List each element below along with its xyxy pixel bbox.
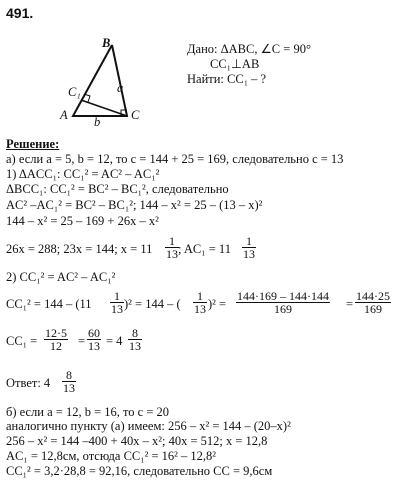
part-a-line-9-b: = (78, 334, 86, 348)
answer-a: Ответ: 4 (6, 376, 51, 390)
vertex-B-label: B (102, 36, 111, 50)
part-b-line-3: 256 – x² = 144 –400 + 40x – x²; 40x = 512; x = 12,8 (6, 434, 268, 448)
part-a-line-6: 26x = 288; 23x = 144; x = 11 (6, 242, 153, 256)
fraction-60-13: $\frac{60}{13}$ (88, 326, 100, 353)
part-a-line-1: а) если a = 5, b = 12, то c = 144 + 25 = 169, следовательно c = 13 (6, 152, 344, 166)
fraction-1-13-d: $\frac{1}{13}$ (194, 289, 206, 316)
fraction-expression-1: $\frac{144\cdot 169 - 144\cdot 144}{169}$ (237, 289, 329, 316)
fraction-12x5-12: $\frac{12\cdot 5}{12}$ (45, 326, 67, 353)
given-line-1: Дано: ΔABC, ∠C = 90° (187, 42, 311, 56)
fraction-1-13-c: $\frac{1}{13}$ (111, 289, 123, 316)
given-line-3: Найти: CC₁ – ? (187, 72, 267, 86)
part-a-line-4: AC² –AC₁² = BC² – BC₁²; 144 – x² = 25 – (13 – x)² (6, 198, 263, 212)
part-a-line-8-c: )² = (208, 297, 227, 311)
part-a-line-8-d: = (346, 297, 354, 311)
part-a-line-9-c: = 4 (106, 334, 123, 348)
part-a-line-8: CC₁² = 144 – (11 (6, 297, 92, 311)
part-a-line-5: 144 – x² = 25 – 169 + 26x – x² (6, 214, 159, 228)
vertex-C1-label: C₁ (68, 85, 81, 99)
part-a-line-7: 2) CC₁² = AC² – AC₁² (6, 270, 116, 284)
part-a-line-6-b: ; AC₁ = 11 (178, 242, 231, 256)
side-b-label: b (94, 115, 101, 129)
part-b-line-1: б) если a = 12, b = 16, то c = 20 (6, 405, 170, 419)
part-b-line-4: AC₁ = 12,8см, отсюда CC₁² = 16² – 12,8² (6, 449, 217, 463)
part-a-line-8-b: )² = 144 – ( (124, 297, 181, 311)
answer-fraction: $\frac{8}{13}$ (63, 368, 75, 395)
vertex-A-label: A (60, 108, 68, 122)
part-b-line-2: аналогично пункту (а) имеем: 256 – x² = 144 – (20–x)² (6, 419, 291, 433)
fraction-1-13-b: $\frac{1}{13}$ (243, 234, 255, 261)
given-line-2: CC₁⊥AB (210, 57, 260, 71)
fraction-8-13: $\frac{8}{13}$ (129, 326, 141, 353)
triangle-figure (55, 32, 205, 132)
vertex-C-label: C (131, 108, 140, 122)
problem-number: 491. (6, 5, 34, 21)
fraction-expression-2: $\frac{144\cdot 25}{169}$ (356, 289, 390, 316)
part-b-line-5: CC₁² = 3,2·28,8 = 92,16, следовательно CC = 9,6см (6, 464, 273, 478)
part-a-line-9: CC₁ = (6, 334, 38, 348)
solution-heading: Решение: (6, 137, 60, 151)
side-a-label: a (117, 81, 124, 95)
part-a-line-2: 1) ΔACC₁: CC₁² = AC² – AC₁² (6, 167, 160, 181)
part-a-line-3: ΔBCC₁: CC₁² = BC² – BC₁², следовательно (6, 182, 229, 196)
fraction-1-13: $\frac{1}{13}$ (166, 234, 178, 261)
